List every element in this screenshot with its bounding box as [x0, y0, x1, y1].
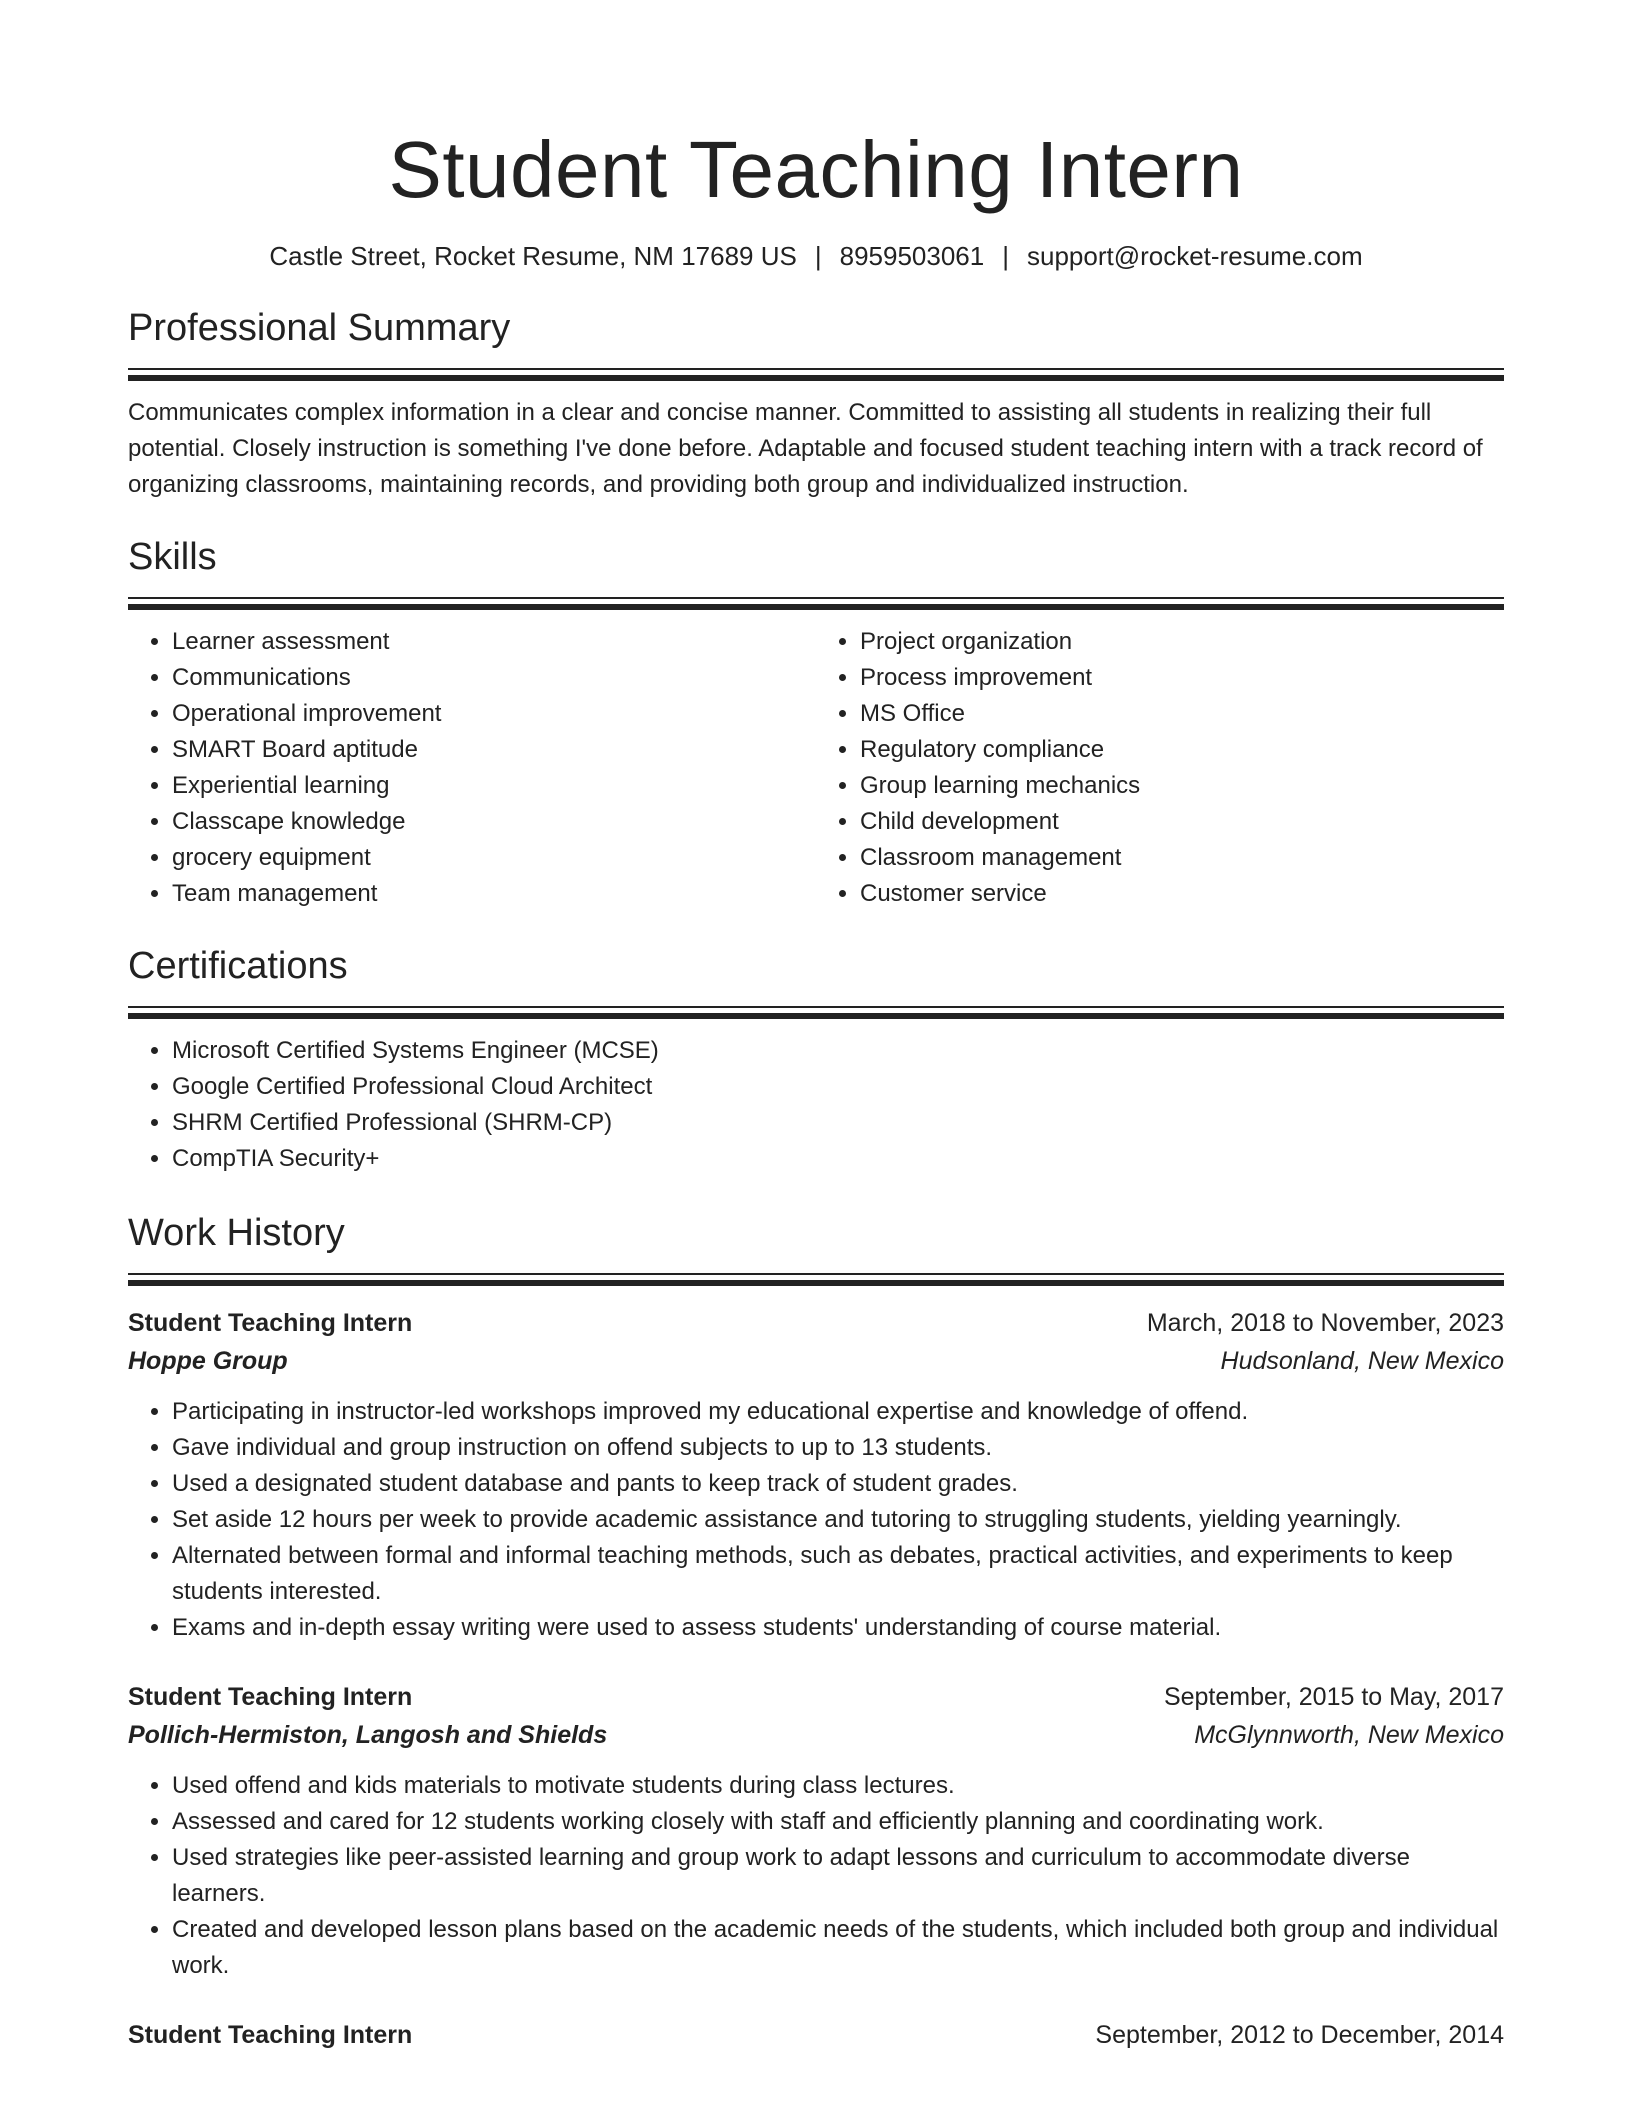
skills-list-right	[816, 624, 1504, 912]
job-subheader	[128, 1342, 1504, 1380]
section-rule-thick	[128, 1280, 1504, 1286]
skill-item: • MS Office	[860, 696, 1504, 732]
contact-address: Castle Street, Rocket Resume, NM 17689 US	[269, 241, 797, 271]
job-dates: March, 2018 to November, 2023	[1146, 1309, 1504, 1337]
job-bullet: • Participating in instructor-led workshops improved my educational expertise and knowledge of offend.	[172, 1394, 1504, 1430]
contact-separator: |	[814, 241, 822, 271]
skill-item: • Experiential learning	[172, 768, 816, 804]
skill-item: • Classcape knowledge	[172, 804, 816, 840]
work-history-section	[128, 1209, 1504, 2054]
job-entry	[128, 1304, 1504, 1646]
skill-item: • SMART Board aptitude	[172, 732, 816, 768]
skill-item: • Process improvement	[860, 660, 1504, 696]
certifications-section	[128, 942, 1504, 1177]
job-bullets	[128, 1394, 1504, 1646]
skill-item: • Regulatory compliance	[860, 732, 1504, 768]
section-title-skills: Skills	[128, 536, 217, 578]
summary-section	[128, 304, 1504, 503]
job-header	[128, 2016, 1504, 2054]
skill-item: • grocery equipment	[172, 840, 816, 876]
section-rule	[128, 1273, 1504, 1275]
section-title-certifications: Certifications	[128, 945, 348, 987]
job-bullet: • Assessed and cared for 12 students working closely with staff and efficiently planning and coordinating work.	[172, 1804, 1504, 1840]
certification-item: • Google Certified Professional Cloud Architect	[172, 1069, 1504, 1105]
certification-item: • CompTIA Security+	[172, 1141, 1504, 1177]
contact-phone: 8959503061	[839, 241, 985, 271]
section-rule	[128, 597, 1504, 599]
section-rule	[128, 1006, 1504, 1008]
section-title-work-history: Work History	[128, 1212, 345, 1254]
certifications-list	[128, 1033, 1504, 1177]
job-subheader	[128, 1716, 1504, 1754]
section-title-summary: Professional Summary	[128, 307, 511, 349]
job-location: McGlynnworth, New Mexico	[1194, 1721, 1504, 1749]
skill-item: • Classroom management	[860, 840, 1504, 876]
contact-email: support@rocket-resume.com	[1026, 241, 1363, 271]
job-title: Student Teaching Intern	[128, 1309, 413, 1337]
job-company: Pollich-Hermiston, Langosh and Shields	[128, 1721, 608, 1749]
job-bullet: • Gave individual and group instruction on offend subjects to up to 13 students.	[172, 1430, 1504, 1466]
skill-item: • Operational improvement	[172, 696, 816, 732]
skill-item: • Customer service	[860, 876, 1504, 912]
resume-name: Student Teaching Intern	[388, 125, 1244, 214]
job-bullet: • Used offend and kids materials to motivate students during class lectures.	[172, 1768, 1504, 1804]
skills-list-left	[128, 624, 816, 912]
summary-text: Communicates complex information in a clear and concise manner. Committed to assisting all students in realizing their full potential. Closely instruction is something I've done before. Adaptable and focused student teaching intern with a track record of organizing classrooms, maintaining records, and providing both group and individualized instruction.	[128, 399, 1483, 498]
job-bullets	[128, 1768, 1504, 1984]
section-rule	[128, 368, 1504, 370]
skills-section	[128, 533, 1504, 912]
certification-item: • SHRM Certified Professional (SHRM-CP)	[172, 1105, 1504, 1141]
job-dates: September, 2015 to May, 2017	[1163, 1683, 1504, 1711]
job-bullet: • Used strategies like peer-assisted learning and group work to adapt lessons and curriculum to accommodate diverse learners.	[172, 1840, 1504, 1912]
job-bullet: • Set aside 12 hours per week to provide academic assistance and tutoring to struggling students, yielding yearningly.	[172, 1502, 1504, 1538]
job-bullet: • Used a designated student database and pants to keep track of student grades.	[172, 1466, 1504, 1502]
job-header	[128, 1304, 1504, 1342]
certification-item: • Microsoft Certified Systems Engineer (MCSE)	[172, 1033, 1504, 1069]
job-bullet: • Alternated between formal and informal teaching methods, such as debates, practical activities, and experiments to keep students interested.	[172, 1538, 1504, 1610]
job-title: Student Teaching Intern	[128, 2021, 413, 2049]
section-rule-thick	[128, 375, 1504, 381]
job-company: Hoppe Group	[128, 1347, 288, 1375]
skill-item: • Group learning mechanics	[860, 768, 1504, 804]
job-bullet: • Created and developed lesson plans based on the academic needs of the students, which included both group and individual work.	[172, 1912, 1504, 1984]
job-entry	[128, 1678, 1504, 1984]
section-rule-thick	[128, 604, 1504, 610]
skill-item: • Communications	[172, 660, 816, 696]
contact-line	[128, 238, 1504, 274]
job-bullet: • Exams and in-depth essay writing were used to assess students' understanding of course material.	[172, 1610, 1504, 1646]
job-location: Hudsonland, New Mexico	[1220, 1347, 1504, 1375]
skill-item: • Project organization	[860, 624, 1504, 660]
job-dates: September, 2012 to December, 2014	[1095, 2021, 1504, 2049]
skills-grid	[128, 624, 1504, 912]
skill-item: • Learner assessment	[172, 624, 816, 660]
skill-item: • Team management	[172, 876, 816, 912]
contact-separator: |	[1002, 241, 1009, 271]
section-rule-thick	[128, 1013, 1504, 1019]
job-entry	[128, 2016, 1504, 2054]
job-title: Student Teaching Intern	[128, 1683, 413, 1711]
job-header	[128, 1678, 1504, 1716]
skill-item: • Child development	[860, 804, 1504, 840]
